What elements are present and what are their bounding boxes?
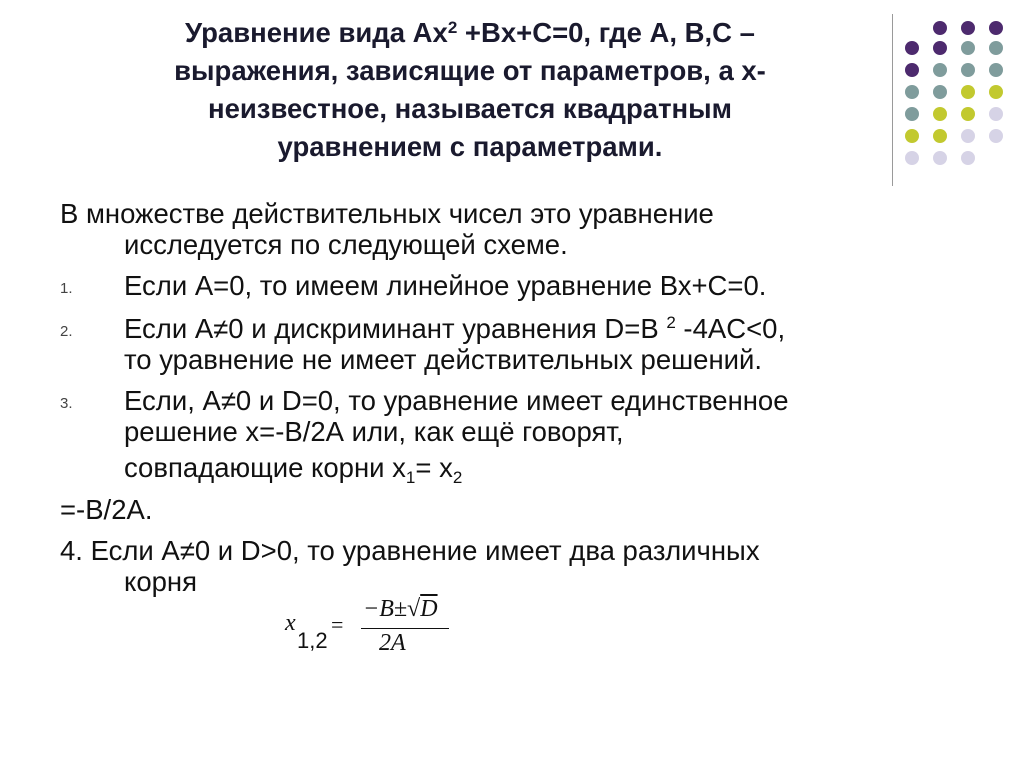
decorative-dot bbox=[905, 129, 919, 143]
list-item-2-line-1: Если А≠0 и дискриминант уравнения D=B $^2$ -4AC<0, bbox=[124, 313, 786, 344]
decorative-dot bbox=[989, 107, 1003, 121]
decorative-dot bbox=[961, 21, 975, 35]
list-item-3-line-2: решение х=-В/2А или, как ещё говорят, bbox=[124, 416, 624, 447]
formula-variable: x bbox=[285, 610, 296, 636]
decorative-dot bbox=[961, 129, 975, 143]
fraction-bar bbox=[361, 628, 449, 629]
title-line-1: Уравнение вида $Ax^2 +Bx+C=0$, где А, В,С – bbox=[185, 17, 755, 48]
decorative-dot bbox=[933, 107, 947, 121]
title-line-2: выражения, зависящие от параметров, а х- bbox=[174, 55, 766, 86]
roots-formula bbox=[283, 592, 463, 662]
intro-line-1: В множестве действительных чисел это уравнение bbox=[60, 198, 714, 229]
title-line-3: неизвестное, называется квадратным bbox=[207, 93, 732, 124]
decorative-dot bbox=[989, 41, 1003, 55]
decorative-dot bbox=[961, 85, 975, 99]
item-4-line-1: 4. Если А≠0 и D>0, то уравнение имеет два различных bbox=[60, 535, 760, 566]
decorative-dot bbox=[905, 85, 919, 99]
decorative-dot bbox=[933, 63, 947, 77]
sqrt-icon: √ bbox=[407, 596, 421, 622]
decorative-dot bbox=[989, 21, 1003, 35]
list-number-3: 3. bbox=[60, 395, 73, 412]
decorative-dot bbox=[961, 41, 975, 55]
continuation-text: =-В/2А. bbox=[60, 494, 153, 525]
decorative-dot bbox=[989, 85, 1003, 99]
list-item-1-text: Если А=0, то имеем линейное уравнение Вх+С=0. bbox=[124, 270, 767, 301]
decorative-dot bbox=[961, 107, 975, 121]
decorative-dot bbox=[933, 151, 947, 165]
list-number-2: 2. bbox=[60, 323, 73, 340]
decorative-dot bbox=[905, 63, 919, 77]
formula-subscript: 1,2 bbox=[297, 628, 328, 653]
item-4-line-2: корня bbox=[124, 566, 198, 597]
intro-line-2: исследуется по следующей схеме. bbox=[124, 229, 568, 260]
decorative-dot bbox=[905, 151, 919, 165]
decorative-dot bbox=[989, 63, 1003, 77]
formula-denominator: 2A bbox=[379, 630, 406, 656]
list-item-3-line-3: совпадающие корни $х_1= х_2$ bbox=[124, 452, 463, 487]
decorative-dot bbox=[961, 63, 975, 77]
decorative-dot bbox=[933, 85, 947, 99]
decorative-dot bbox=[933, 129, 947, 143]
decorative-dot bbox=[933, 41, 947, 55]
decorative-dot bbox=[961, 151, 975, 165]
decorative-dot bbox=[989, 129, 1003, 143]
list-item-2-line-2: то уравнение не имеет действительных решений. bbox=[124, 344, 763, 375]
decorative-dot bbox=[905, 107, 919, 121]
title-line-4: уравнением с параметрами. bbox=[277, 131, 663, 162]
decorative-dot bbox=[933, 21, 947, 35]
formula-equals: = bbox=[331, 612, 344, 637]
decorative-dot-grid bbox=[0, 0, 1024, 200]
formula-numerator: −B±√D bbox=[363, 596, 438, 622]
decorative-dot bbox=[905, 41, 919, 55]
list-item-3-line-1: Если, А≠0 и D=0, то уравнение имеет единственное bbox=[124, 385, 789, 416]
list-number-1: 1. bbox=[60, 280, 73, 297]
